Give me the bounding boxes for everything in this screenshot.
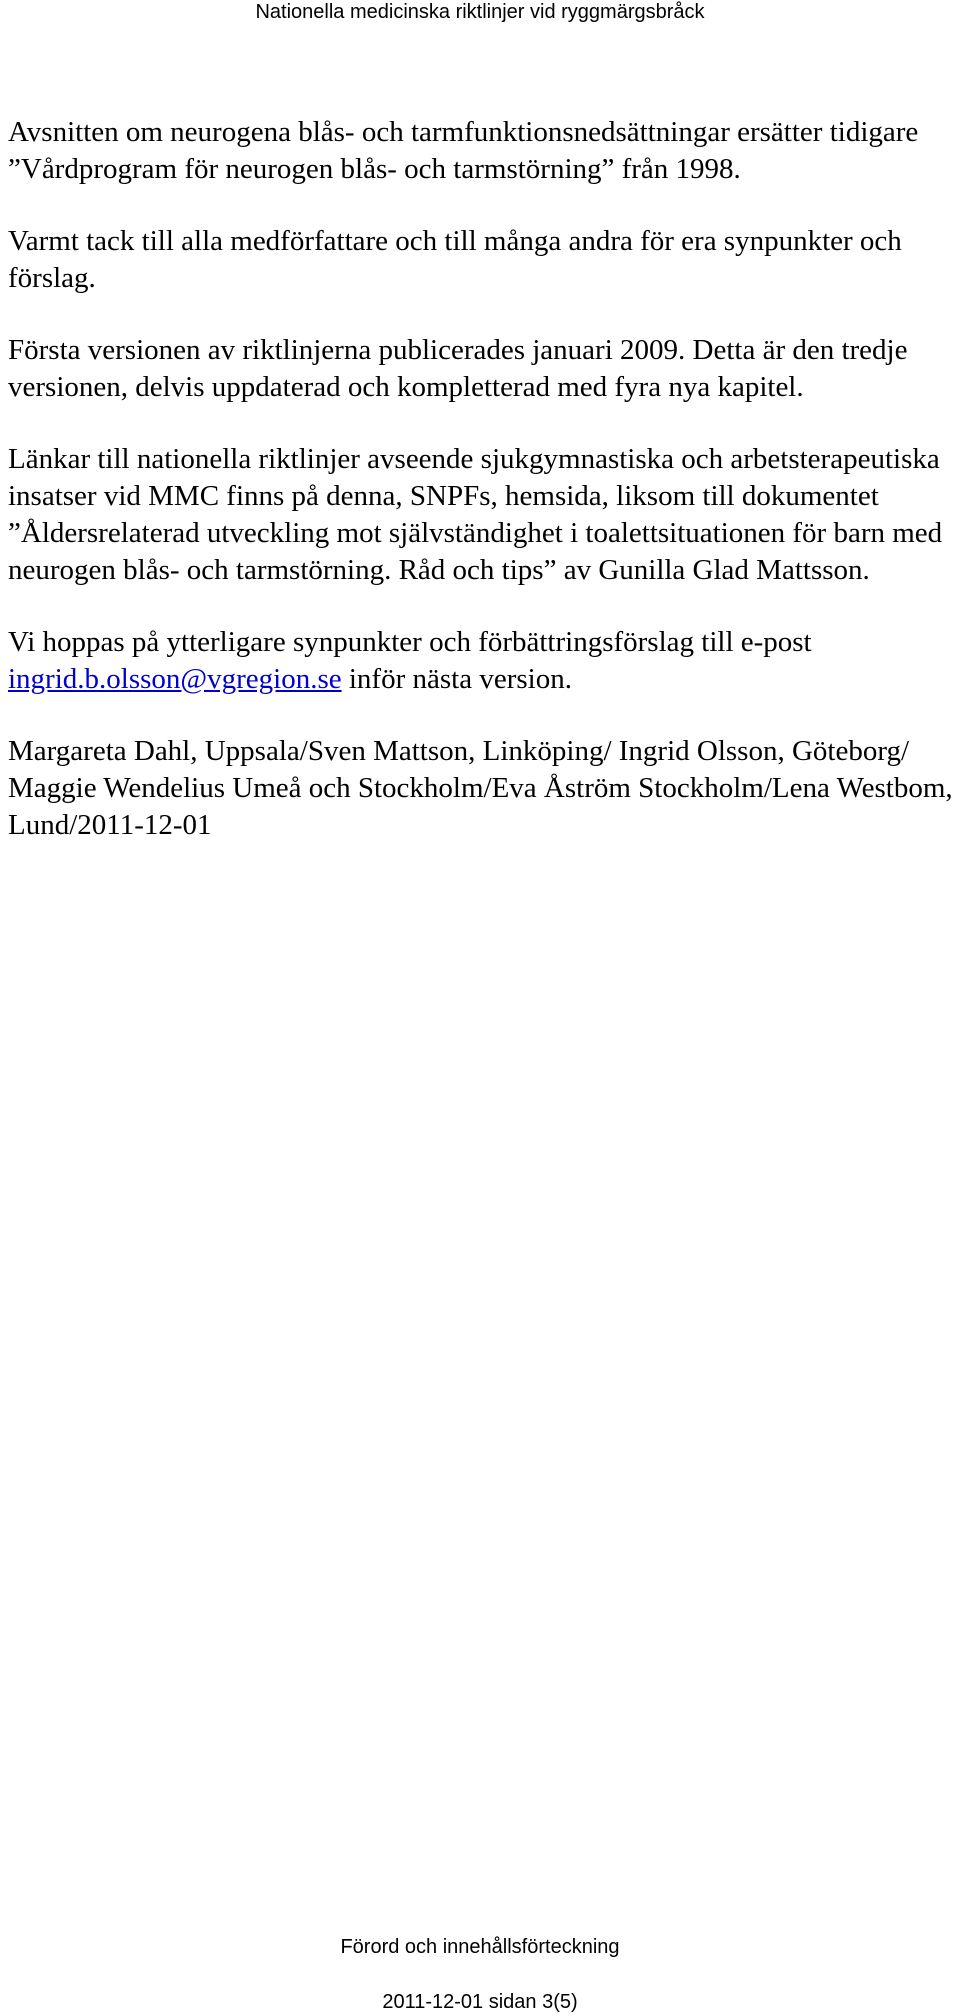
paragraph-links-info: Länkar till nationella riktlinjer avseende sjukgymnastiska och arbetsterapeutiska insatser vid MMC finns på denna, SNPFs, hemsida, liksom till dokumentet ”Åldersrelaterad utveckling mot självständighet i toalettsituationen för barn med neurogen blås- och tarmstörning. Råd och tips” av Gunilla Glad Mattsson.: [8, 443, 943, 586]
feedback-text-after: inför nästa version.: [341, 663, 572, 695]
page-header: [0, 0, 960, 24]
header-title: Nationella medicinska riktlinjer vid ryggmärgsbråck: [255, 1, 705, 23]
paragraph-version-info: Första versionen av riktlinjerna publicerades januari 2009. Detta är den tredje versionen, delvis uppdaterad och kompletterad med fyra nya kapitel.: [8, 334, 908, 403]
footer-section-title-text: Förord och innehållsförteckning: [340, 1936, 620, 1958]
document-body: [8, 114, 953, 879]
feedback-text-before: Vi hoppas på ytterligare synpunkter och förbättringsförslag till e-post: [8, 626, 812, 658]
paragraph-feedback: [8, 624, 953, 698]
footer-page-info-text: 2011-12-01 sidan 3(5): [382, 1991, 578, 2013]
footer-page-info: [0, 1990, 960, 2014]
paragraph-authors: Margareta Dahl, Uppsala/Sven Mattson, Linköping/ Ingrid Olsson, Göteborg/ Maggie Wendelius Umeå och Stockholm/Eva Åström Stockholm/Lena Westbom, Lund/2011-12-01: [8, 735, 953, 841]
paragraph-replacement-note: Avsnitten om neurogena blås- och tarmfunktionsnedsättningar ersätter tidigare ”Vårdprogram för neurogen blås- och tarmstörning” från 1998.: [8, 116, 919, 185]
email-link[interactable]: ingrid.b.olsson@vgregion.se: [8, 663, 342, 695]
paragraph-thanks: Varmt tack till alla medförfattare och till många andra för era synpunkter och förslag.: [8, 225, 902, 294]
footer-section-title: [0, 1935, 960, 1959]
